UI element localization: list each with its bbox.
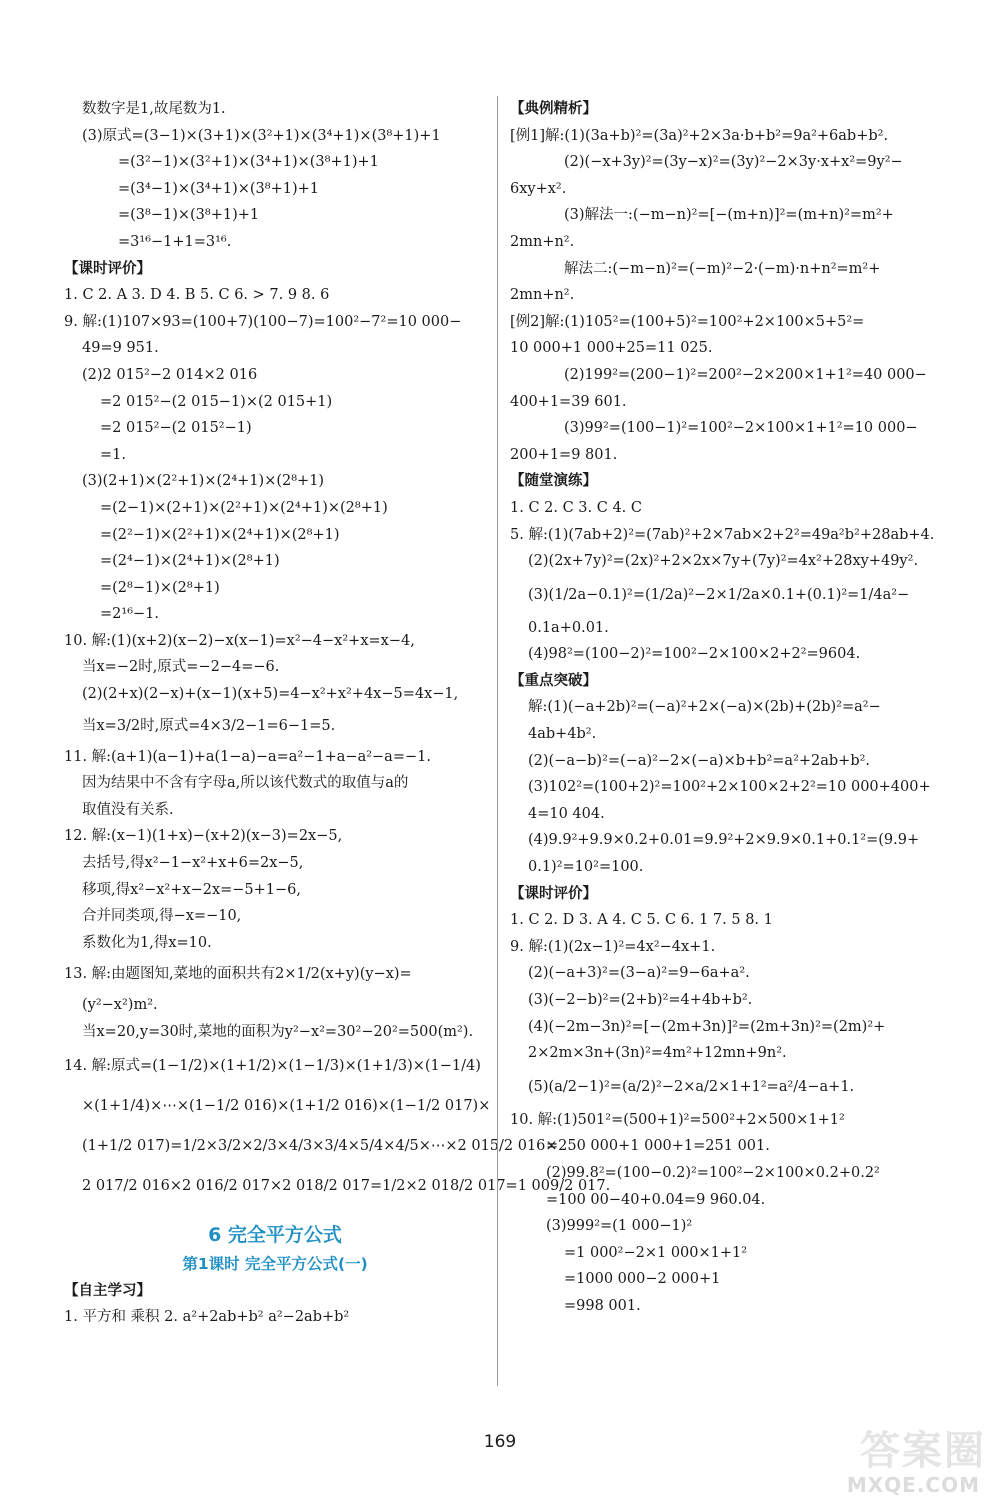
answer-line: 1. C 2. D 3. A 4. C 5. C 6. 1 7. 5 8. 1 (510, 912, 773, 929)
answer-line: 2mn+n². (510, 233, 575, 250)
answer-line: 当x=20,y=30时,菜地的面积为y²−x²=30²−20²=500(m²). (82, 1024, 474, 1040)
answer-line: [例1]解:(1)(3a+b)²=(3a)²+2×3a·b+b²=9a²+6ab+b². (510, 127, 889, 144)
answer-line: =2¹⁶−1. (100, 606, 159, 623)
answer-line: 12. 解:(x−1)(1+x)−(x+2)(x−3)=2x−5, (64, 828, 343, 845)
answer-line: (2)(−a+3)²=(3−a)²=9−6a+a². (528, 965, 750, 982)
answer-line: =(2−1)×(2+1)×(2²+1)×(2⁴+1)×(2⁸+1) (100, 499, 388, 516)
answer-line: =(3⁴−1)×(3⁴+1)×(3⁸+1)+1 (118, 180, 320, 197)
right-column (510, 96, 944, 1320)
answer-line: 4=10 404. (528, 805, 605, 822)
answer-line: =2 015²−(2 015−1)×(2 015+1) (100, 393, 333, 410)
answer-line: 0.1)²=10²=100. (528, 859, 644, 876)
answer-line: =(3⁸−1)×(3⁸+1)+1 (118, 207, 260, 224)
section-heading: 【重点突破】 (510, 672, 597, 689)
answer-line: =250 000+1 000+1=251 001. (546, 1138, 770, 1155)
answer-line: 11. 解:(a+1)(a−1)+a(1−a)−a=a²−1+a−a²−a=−1. (64, 748, 431, 765)
answer-line: (2)(2x+7y)²=(2x)²+2×2x×7y+(7y)²=4x²+28xy+49y². (528, 553, 919, 570)
answer-line: 9. 解:(1)(2x−1)²=4x²−4x+1. (510, 938, 716, 955)
answer-line: (4)9.9²+9.9×0.2+0.01=9.9²+2×9.9×0.1+0.1²=(9.9+ (528, 832, 920, 849)
answer-line: =1. (100, 446, 126, 463)
answer-line: (3)999²=(1 000−1)² (546, 1218, 693, 1235)
answer-line: (3)102²=(100+2)²=100²+2×100×2+2²=10 000+400+ (528, 779, 931, 796)
answer-line: 49=9 951. (82, 340, 159, 357)
answer-line: 合并同类项,得−x=−10, (82, 908, 242, 925)
answer-line: 10 000+1 000+25=11 025. (510, 340, 713, 357)
section-heading: 【随堂演练】 (510, 473, 597, 490)
answer-line: 系数化为1,得x=10. (82, 934, 212, 951)
answer-line: (y²−x²)m². (82, 997, 158, 1014)
answer-line: =3¹⁶−1+1=3¹⁶. (118, 233, 232, 250)
answer-line: (2)99.8²=(100−0.2)²=100²−2×100×0.2+0.2² (546, 1164, 880, 1181)
answer-line: (2)199²=(200−1)²=200²−2×200×1+1²=40 000− (564, 366, 927, 383)
answer-line: (2)2 015²−2 014×2 016 (82, 366, 258, 383)
answer-line: (5)(a/2−1)²=(a/2)²−2×a/2×1+1²=a²/4−a+1. (528, 1078, 855, 1095)
answer-line: =2 015²−(2 015²−1) (100, 420, 252, 437)
answer-line: 1. C 2. A 3. D 4. B 5. C 6. > 7. 9 8. 6 (64, 287, 330, 304)
answer-line: 0.1a+0.01. (528, 619, 609, 636)
answer-line: 5. 解:(1)(7ab+2)²=(7ab)²+2×7ab×2+2²=49a²b²+28ab+4. (510, 526, 935, 543)
answer-line: (3)99²=(100−1)²=100²−2×100×1+1²=10 000− (564, 420, 918, 437)
answer-line: (3)(1/2a−0.1)²=(1/2a)²−2×1/2a×0.1+(0.1)²=1/4a²− (528, 586, 910, 603)
answer-line: =(2⁴−1)×(2⁴+1)×(2⁸+1) (100, 553, 280, 570)
answer-line: 14. 解:原式=(1−1/2)×(1+1/2)×(1−1/3)×(1+1/3)×(1−1/4) (64, 1057, 481, 1074)
answer-line: (3)解法一:(−m−n)²=[−(m+n)]²=(m+n)²=m²+ (564, 207, 894, 224)
section-heading: 【自主学习】 (64, 1282, 151, 1299)
answer-line: 1. C 2. C 3. C 4. C (510, 499, 642, 516)
answer-line: (3)(−2−b)²=(2+b)²=4+4b+b². (528, 992, 753, 1008)
watermark-text: 答案圈 (860, 1428, 986, 1474)
section-subtitle: 第1课时 完全平方公式(一) (182, 1254, 368, 1273)
answer-line: 400+1=39 601. (510, 393, 627, 410)
answer-line: 因为结果中不含有字母a,所以该代数式的取值与a的 (82, 775, 409, 792)
section-heading: 【课时评价】 (64, 260, 151, 277)
page-number: 169 (483, 1432, 517, 1452)
answer-line: 解:(1)(−a+2b)²=(−a)²+2×(−a)×(2b)+(2b)²=a²− (528, 699, 881, 716)
answer-line: [例2]解:(1)105²=(100+5)²=100²+2×100×5+5²= (510, 313, 865, 330)
section-heading: 【课时评价】 (510, 885, 597, 902)
answer-line: (1+1/2 017)=1/2×3/2×2/3×4/3×3/4×5/4×4/5×⋯×2 015/2 016× (82, 1137, 558, 1154)
section-title: 6 完全平方公式 (208, 1223, 342, 1246)
answer-line: (3)(2+1)×(2²+1)×(2⁴+1)×(2⁸+1) (82, 473, 325, 490)
answer-line: 10. 解:(1)(x+2)(x−2)−x(x−1)=x²−4−x²+x=x−4, (64, 632, 415, 649)
answer-line: =998 001. (564, 1297, 641, 1314)
answer-line: 数数字是1,故尾数为1. (82, 101, 226, 117)
answer-line: =100 00−40+0.04=9 960.04. (546, 1191, 766, 1208)
spacer (64, 1206, 486, 1220)
answer-line: 200+1=9 801. (510, 446, 618, 463)
answer-line: =(2⁸−1)×(2⁸+1) (100, 579, 220, 596)
answer-line: 当x=−2时,原式=−2−4=−6. (82, 659, 280, 676)
answer-line: =1000 000−2 000+1 (564, 1271, 721, 1288)
answer-line: 2 017/2 016×2 016/2 017×2 018/2 017=1/2×2 018/2 017=1 009/2 017. (82, 1177, 611, 1194)
answer-line: 移项,得x²−x²+x−2x=−5+1−6, (82, 881, 302, 898)
answer-line: 10. 解:(1)501²=(500+1)²=500²+2×500×1+1² (510, 1111, 845, 1128)
section-heading: 【典例精析】 (510, 101, 597, 117)
answer-line: 6xy+x². (510, 180, 567, 197)
answer-line: =(3²−1)×(3²+1)×(3⁴+1)×(3⁸+1)+1 (118, 154, 379, 171)
answer-line: (2)(−a−b)²=(−a)²−2×(−a)×b+b²=a²+2ab+b². (528, 752, 871, 769)
answer-line: 取值没有关系. (82, 801, 174, 818)
answer-line: (4)(−2m−3n)²=[−(2m+3n)]²=(2m+3n)²=(2m)²+ (528, 1018, 886, 1035)
answer-line: ×(1+1/4)×⋯×(1−1/2 016)×(1+1/2 016)×(1−1/2 017)× (82, 1097, 491, 1114)
answer-line: =1 000²−2×1 000×1+1² (564, 1244, 748, 1261)
watermark-url: MXQE.COM (846, 1473, 980, 1497)
answer-line: 解法二:(−m−n)²=(−m)²−2·(−m)·n+n²=m²+ (564, 260, 881, 277)
answer-line: (3)原式=(3−1)×(3+1)×(3²+1)×(3⁴+1)×(3⁸+1)+1 (82, 127, 441, 144)
answer-line: 9. 解:(1)107×93=(100+7)(100−7)=100²−7²=10 000− (64, 313, 462, 330)
answer-line: 4ab+4b². (528, 726, 597, 743)
column-divider (497, 96, 498, 1386)
answer-line: 去括号,得x²−1−x²+x+6=2x−5, (82, 855, 304, 872)
answer-line: 1. 平方和 乘积 2. a²+2ab+b² a²−2ab+b² (64, 1309, 350, 1326)
answer-line: =(2²−1)×(2²+1)×(2⁴+1)×(2⁸+1) (100, 526, 340, 543)
watermark-logo (836, 1419, 986, 1497)
answer-line: (2)(2+x)(2−x)+(x−1)(x+5)=4−x²+x²+4x−5=4x−1, (82, 686, 459, 703)
answer-line: 当x=3/2时,原式=4×3/2−1=6−1=5. (82, 717, 336, 734)
answer-line: (4)98²=(100−2)²=100²−2×100×2+2²=9604. (528, 646, 861, 663)
answer-line: 2×2m×3n+(3n)²=4m²+12mn+9n². (528, 1045, 787, 1062)
answer-line: 2mn+n². (510, 287, 575, 304)
answer-line: (2)(−x+3y)²=(3y−x)²=(3y)²−2×3y·x+x²=9y²− (564, 154, 903, 171)
answer-line: 13. 解:由题图知,菜地的面积共有2×1/2(x+y)(y−x)= (64, 966, 412, 983)
